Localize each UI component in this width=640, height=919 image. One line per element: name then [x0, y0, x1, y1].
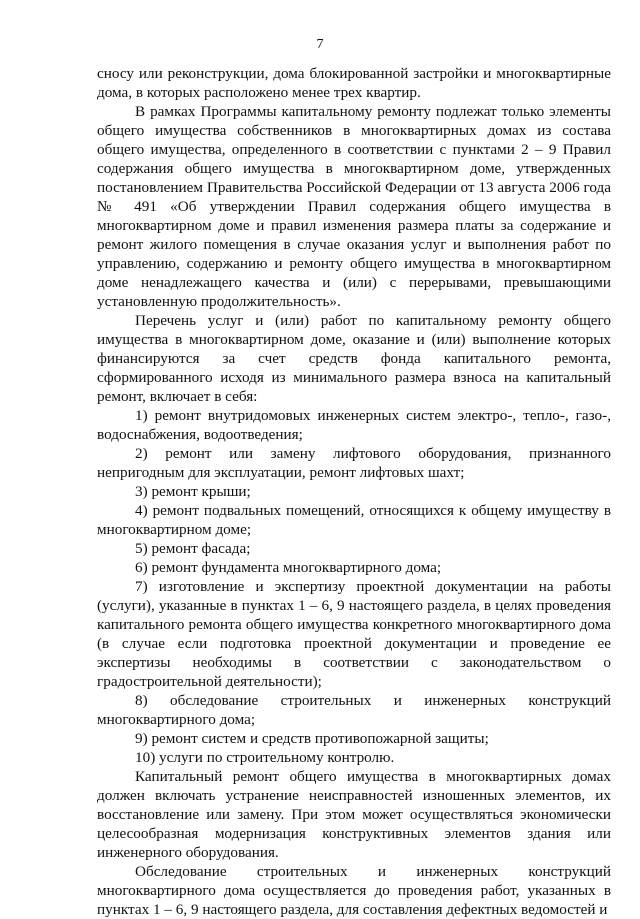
list-item-3: 3) ремонт крыши;: [135, 483, 251, 500]
paragraph-inspection: Обследование строительных и инженерных конструкций многоквартирного дома осуществляется до проведения работ, указанных в пунктах 1 – 6, 9 настоящего раздела, для составления дефектных ведомостей и: [97, 863, 611, 918]
page-number: 7: [316, 37, 324, 52]
list-item-6: 6) ремонт фундамента многоквартирного дома;: [135, 559, 442, 576]
list-item-4: 4) ремонт подвальных помещений, относящихся к общему имуществу в многоквартирном доме;: [97, 502, 611, 538]
list-item-9: 9) ремонт систем и средств противопожарной защиты;: [135, 730, 489, 747]
list-item-7: 7) изготовление и экспертизу проектной документации на работы (услуги), указанные в пунктах 1 – 6, 9 настоящего раздела, в целях проведения капитального ремонта общего имущества конкретного многоквартирного дома (в случае если подготовка проектной документации и проведение ее экспертизы необходимы в соответствии с законодательством о градостроительной деятельности);: [97, 578, 611, 690]
list-item-1: 1) ремонт внутридомовых инженерных систем электро-, тепло-, газо-, водоснабжения, водоотведения;: [97, 407, 611, 443]
list-item-2: 2) ремонт или замену лифтового оборудования, признанного непригодным для эксплуатации, ремонт лифтовых шахт;: [97, 445, 611, 481]
list-item-8: 8) обследование строительных и инженерных конструкций многоквартирного дома;: [97, 692, 611, 728]
paragraph-capital-repair: Капитальный ремонт общего имущества в многоквартирных домах должен включать устранение неисправностей изношенных элементов, их восстановление или замену. При этом может осуществляться экономически целесообразная модернизация конструктивных элементов здания или инженерного оборудования.: [97, 768, 611, 861]
paragraph-continuation: сносу или реконструкции, дома блокированной застройки и многоквартирные дома, в которых расположено менее трех квартир.: [97, 65, 611, 101]
document-body: [97, 64, 611, 919]
paragraph-work-list-intro: Перечень услуг и (или) работ по капитальному ремонту общего имущества в многоквартирном доме, оказание и (или) выполнение которых финансируются за счет средств фонда капитального ремонта, сформированного исходя из минимального размера взноса на капитальный ремонт, включает в себя:: [97, 312, 611, 405]
list-item-5: 5) ремонт фасада;: [135, 540, 251, 557]
list-item-10: 10) услуги по строительному контролю.: [135, 749, 395, 766]
paragraph-program-scope: В рамках Программы капитальному ремонту подлежат только элементы общего имущества собственников в многоквартирных домах из состава общего имущества, определенного в соответствии с пунктами 2 – 9 Правил содержания общего имущества в многоквартирном доме, утвержденных постановлением Правительства Российской Федерации от 13 августа 2006 года № 491 «Об утверждении Правил содержания общего имущества в многоквартирном доме и правил изменения размера платы за содержание и ремонт жилого помещения в случае оказания услуг и выполнения работ по управлению, содержанию и ремонту общего имущества в многоквартирном доме ненадлежащего качества и (или) с перерывами, превышающими установленную продолжительность».: [97, 103, 611, 310]
